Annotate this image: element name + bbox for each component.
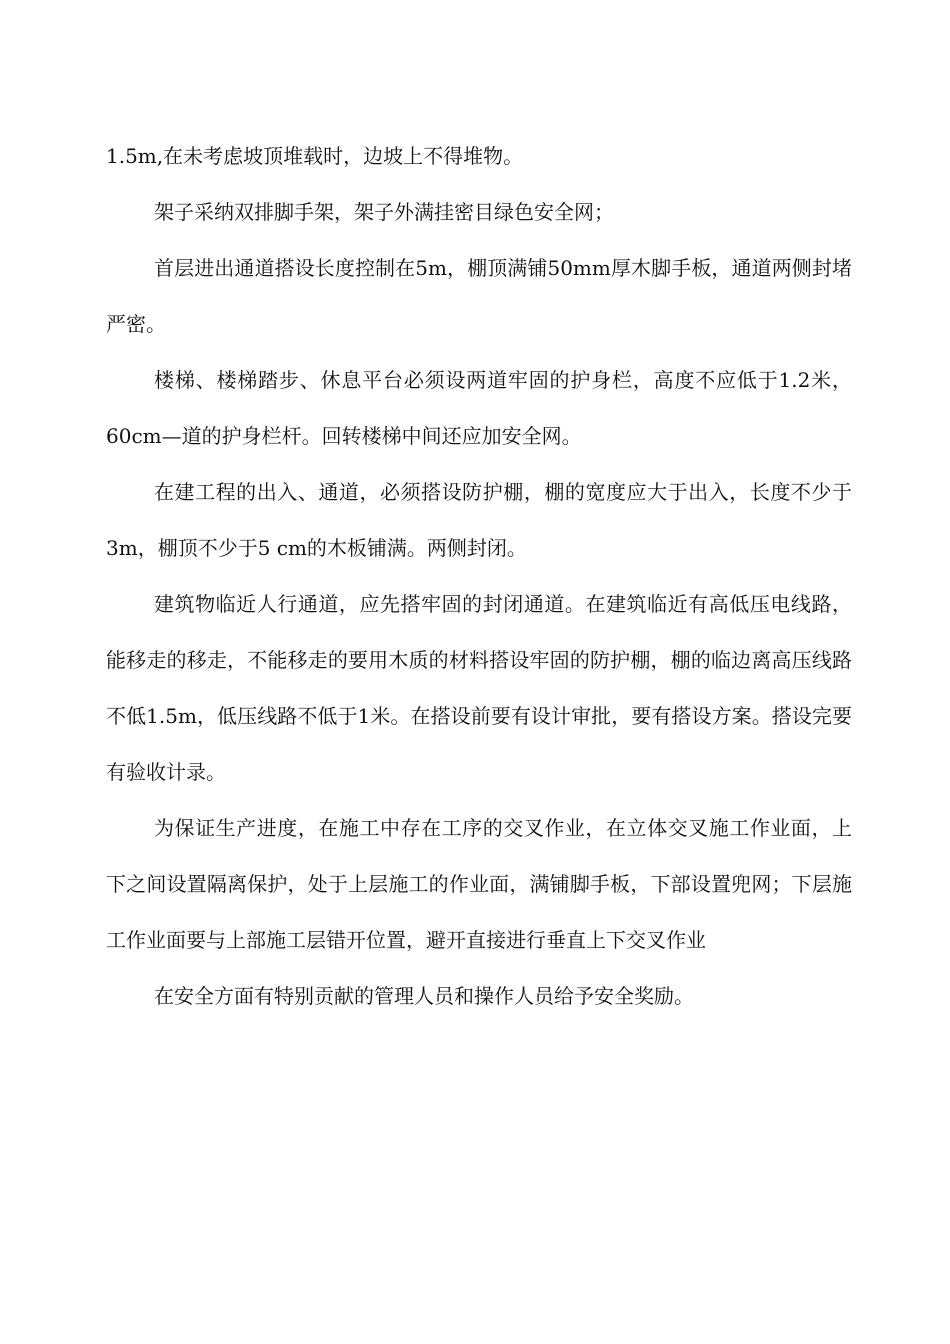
paragraph-cross-operations: 为保证生产进度，在施工中存在工序的交叉作业，在立体交叉施工作业面，上下之间设置隔离保护，处于上层施工的作业面，满铺脚手板，下部设置兜网；下层施工作业面要与上部施工层错开位置，避开直接进行垂直上下交叉作业 <box>106 816 852 952</box>
paragraph-stair-railings: 楼梯、楼梯踏步、休息平台必须设两道牢固的护身栏，高度不应低于1.2米，60cm—道的护身栏杆。回转楼梯中间还应加安全网。 <box>106 368 852 448</box>
paragraph-continuation: 1.5m,在未考虑坡顶堆载时，边坡上不得堆物。 <box>106 144 524 168</box>
paragraph-ground-floor-passage: 首层进出通道搭设长度控制在5m，棚顶满铺50mm厚木脚手板，通道两侧封堵严密。 <box>106 256 852 336</box>
document-body <box>106 128 852 1024</box>
paragraph-protective-shed: 在建工程的出入、通道，必须搭设防护棚，棚的宽度应大于出入，长度不少于3m，棚顶不少于5 cm的木板铺满。两侧封闭。 <box>106 480 852 560</box>
paragraph-pedestrian-passage: 建筑物临近人行通道，应先搭牢固的封闭通道。在建筑临近有高低压电线路，能移走的移走，不能移走的要用木质的材料搭设牢固的防护棚，棚的临边离高压线路不低1.5m，低压线路不低于1米。在搭设前要有设计审批，要有搭设方案。搭设完要有验收计录。 <box>106 592 852 784</box>
paragraph-scaffold: 架子采纳双排脚手架，架子外满挂密目绿色安全网； <box>154 200 614 224</box>
paragraph-safety-rewards: 在安全方面有特别贡献的管理人员和操作人员给予安全奖励。 <box>154 984 694 1008</box>
